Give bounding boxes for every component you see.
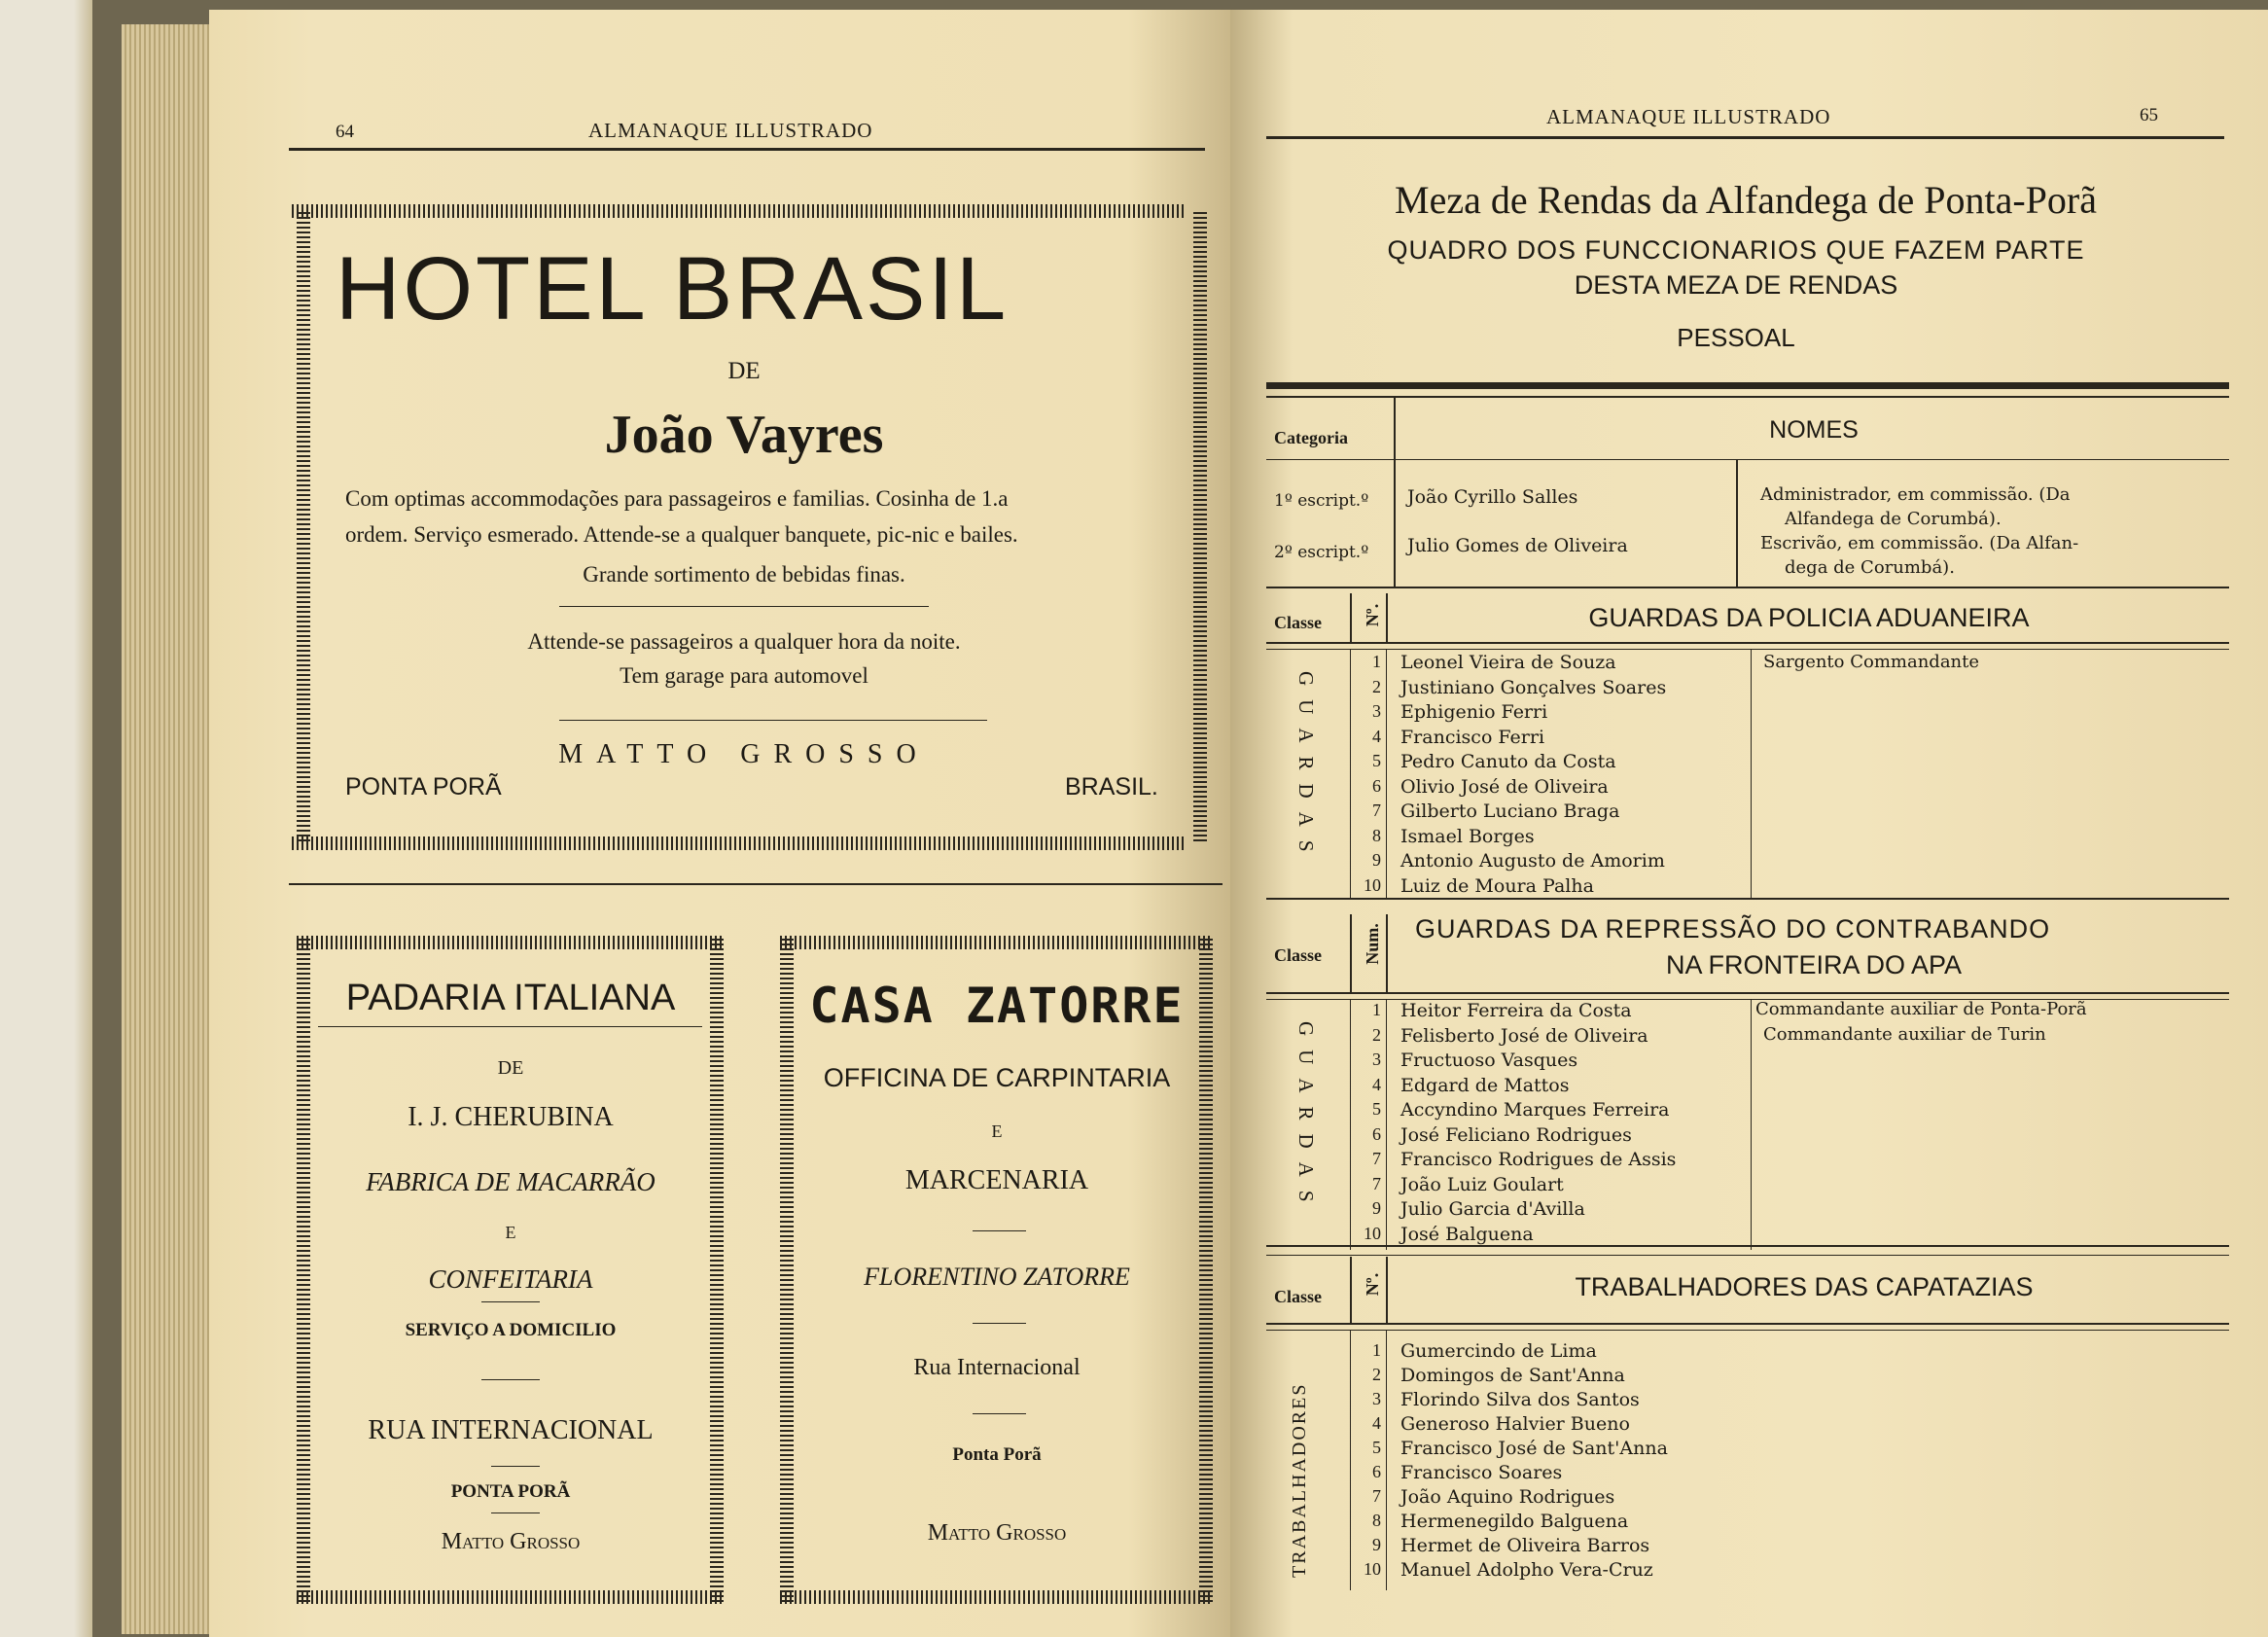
row-number: 2 — [1372, 1024, 1381, 1045]
staff-cat-1: 1º escript.º — [1274, 491, 1369, 511]
zatorre-state: Matto Grosso — [927, 1520, 1067, 1546]
sec3-classe: Classe — [1274, 1287, 1322, 1306]
row-number: 8 — [1372, 825, 1381, 845]
row-number: 10 — [1364, 1223, 1381, 1243]
row-number: 2 — [1372, 1365, 1381, 1384]
row-name: Hermenegildo Balguena — [1400, 1511, 1629, 1532]
row-name: Edgard de Mattos — [1400, 1074, 1570, 1096]
running-title-right: ALMANAQUE ILLUSTRADO — [1546, 105, 1831, 128]
row-name: José Feliciano Rodrigues — [1400, 1123, 1632, 1146]
row-name: Justiniano Gonçalves Soares — [1400, 676, 1667, 698]
row-name: Gilberto Luciano Braga — [1400, 801, 1620, 822]
padaria-line3: SERVIÇO A DOMICILIO — [405, 1320, 617, 1340]
left-page — [209, 10, 1230, 1637]
padaria-street: RUA INTERNACIONAL — [368, 1415, 654, 1445]
row-name: Gumercindo de Lima — [1400, 1340, 1597, 1362]
row-name: Luiz de Moura Palha — [1400, 874, 1594, 897]
staff-cat-2: 2º escript.º — [1274, 543, 1369, 562]
row-name: Francisco Rodrigues de Assis — [1400, 1149, 1677, 1170]
row-name: Felisberto José de Oliveira — [1400, 1024, 1648, 1047]
row-number: 2 — [1372, 676, 1381, 696]
hotel-line5: Tem garage para automovel — [620, 663, 868, 688]
row-number: 9 — [1372, 850, 1381, 870]
staff-name-2: Julio Gomes de Oliveira — [1407, 535, 1628, 556]
zatorre-line1: OFFICINA DE CARPINTARIA — [823, 1063, 1171, 1092]
sec2-title1: GUARDAS DA REPRESSÃO DO CONTRABANDO — [1415, 914, 2051, 943]
padaria-de: DE — [497, 1057, 524, 1079]
row-number: 6 — [1372, 1123, 1381, 1144]
staff-note-1: Administrador, em commissão. (Da — [1760, 484, 2071, 505]
row-name: João Aquino Rodrigues — [1400, 1486, 1615, 1508]
sec2-classe: Classe — [1274, 945, 1322, 965]
row-name: Leonel Vieira de Souza — [1400, 652, 1616, 673]
row-number: 3 — [1372, 1389, 1381, 1408]
row-number: 9 — [1372, 1535, 1381, 1554]
row-name: José Balguena — [1400, 1223, 1534, 1245]
row-name: Ismael Borges — [1400, 825, 1535, 847]
row-number: 7 — [1372, 801, 1381, 820]
row-number: 6 — [1372, 1462, 1381, 1481]
hotel-line1: Com optimas accommodações para passageiros e familias. Cosinha de 1.a — [345, 486, 1009, 511]
row-number: 4 — [1372, 1074, 1381, 1094]
row-number: 10 — [1364, 874, 1381, 895]
row-name: Florindo Silva dos Santos — [1400, 1389, 1640, 1410]
padaria-owner: I. J. CHERUBINA — [408, 1102, 614, 1132]
sec1-side: GUARDAS — [1294, 671, 1318, 866]
hotel-state: MATTO GROSSO — [558, 739, 930, 769]
hotel-title: HOTEL BRASIL — [336, 239, 1010, 338]
row-name: Accyndino Marques Ferreira — [1400, 1099, 1670, 1121]
hotel-country: BRASIL. — [1065, 773, 1158, 801]
table-subtitle3: PESSOAL — [1677, 323, 1795, 352]
row-name: Ephigenio Ferri — [1400, 701, 1548, 723]
sec1-num: Nº. — [1363, 603, 1383, 627]
row-name: Francisco Soares — [1400, 1462, 1563, 1483]
sec2-note1: Commandante auxiliar de Ponta-Porã — [1755, 999, 2087, 1019]
row-number: 1 — [1372, 652, 1381, 671]
hotel-line2: ordem. Serviço esmerado. Attende-se a qualquer banquete, pic-nic e bailes. — [345, 522, 1018, 547]
padaria-title: PADARIA ITALIANA — [345, 978, 676, 1018]
row-number: 4 — [1372, 1413, 1381, 1433]
padaria-line2: CONFEITARIA — [428, 1264, 593, 1294]
staff-note-1b: Alfandega de Corumbá). — [1785, 509, 2002, 529]
row-name: Manuel Adolpho Vera-Cruz — [1400, 1559, 1653, 1581]
row-number: 7 — [1372, 1486, 1381, 1506]
running-title: ALMANAQUE ILLUSTRADO — [588, 119, 873, 142]
sec3-num: Nº. — [1363, 1272, 1383, 1297]
row-name: Hermet de Oliveira Barros — [1400, 1535, 1650, 1556]
padaria-e: E — [505, 1223, 516, 1242]
row-name: Olivio José de Oliveira — [1400, 775, 1609, 798]
header-nomes: NOMES — [1769, 416, 1859, 444]
row-name: Domingos de Sant'Anna — [1400, 1365, 1625, 1386]
sec3-side: TRABALHADORES — [1289, 1382, 1310, 1578]
hotel-line3: Grande sortimento de bebidas finas. — [583, 562, 905, 587]
row-number: 3 — [1372, 701, 1381, 721]
padaria-city: PONTA PORÃ — [450, 1481, 571, 1502]
row-number: 1 — [1372, 1340, 1381, 1360]
row-number: 3 — [1372, 1050, 1381, 1069]
row-number: 1 — [1372, 1000, 1381, 1019]
zatorre-e: E — [991, 1121, 1003, 1141]
padaria-line1: FABRICA DE MACARRÃO — [366, 1167, 656, 1196]
hotel-line4: Attende-se passageiros a qualquer hora da noite. — [527, 629, 961, 654]
sec2-title2: NA FRONTEIRA DO APA — [1665, 950, 1963, 979]
table-subtitle2: DESTA MEZA DE RENDAS — [1574, 270, 1898, 300]
row-name: Francisco José de Sant'Anna — [1400, 1438, 1668, 1459]
page-stack — [122, 24, 214, 1634]
hotel-city: PONTA PORÃ — [345, 773, 502, 801]
row-number: 8 — [1372, 1511, 1381, 1530]
row-name: Julio Garcia d'Avilla — [1400, 1198, 1585, 1220]
sec1-title: GUARDAS DA POLICIA ADUANEIRA — [1588, 603, 2030, 632]
zatorre-owner: FLORENTINO ZATORRE — [864, 1263, 1130, 1291]
book-edge — [0, 0, 92, 1637]
sec2-note2: Commandante auxiliar de Turin — [1763, 1024, 2046, 1045]
table-subtitle1: QUADRO DOS FUNCCIONARIOS QUE FAZEM PARTE — [1387, 235, 2085, 265]
row-name: Generoso Halvier Bueno — [1400, 1413, 1630, 1435]
staff-name-1: João Cyrillo Salles — [1407, 486, 1578, 508]
header-categoria: Categoria — [1274, 428, 1348, 447]
row-number: 4 — [1372, 726, 1381, 746]
row-name: João Luiz Goulart — [1400, 1173, 1564, 1195]
row-number: 7 — [1372, 1173, 1381, 1193]
row-number: 6 — [1372, 775, 1381, 796]
staff-note-2: Escrivão, em commissão. (Da Alfan- — [1760, 533, 2079, 553]
zatorre-line2: MARCENARIA — [904, 1165, 1089, 1195]
sec2-side: GUARDAS — [1294, 1021, 1318, 1216]
padaria-state: Matto Grosso — [441, 1529, 581, 1554]
row-name: Heitor Ferreira da Costa — [1400, 1000, 1632, 1021]
sec3-title: TRABALHADORES DAS CAPATAZIAS — [1575, 1272, 2034, 1301]
row-number: 5 — [1372, 1099, 1381, 1119]
hotel-owner: João Vayres — [604, 405, 884, 465]
zatorre-title: CASA ZATORRE — [809, 978, 1185, 1034]
row-number: 7 — [1372, 1149, 1381, 1168]
row-number: 9 — [1372, 1198, 1381, 1218]
staff-note-2b: dega de Corumbá). — [1785, 557, 1955, 578]
right-page — [1230, 10, 2268, 1637]
row-name: Fructuoso Vasques — [1400, 1050, 1578, 1071]
row-number: 5 — [1372, 1438, 1381, 1457]
row-number: 10 — [1364, 1559, 1381, 1579]
sec1-classe: Classe — [1274, 613, 1322, 632]
row-name: Pedro Canuto da Costa — [1400, 751, 1616, 772]
sec2-num: Num. — [1362, 923, 1382, 965]
hotel-de: DE — [727, 358, 761, 384]
row-number: 5 — [1372, 751, 1381, 770]
table-title: Meza de Rendas da Alfandega de Ponta-Porã — [1395, 178, 2097, 222]
page-number-right: 65 — [2140, 105, 2158, 125]
zatorre-city: Ponta Porã — [952, 1444, 1042, 1465]
sec1-note: Sargento Commandante — [1763, 652, 1980, 672]
row-name: Francisco Ferri — [1400, 726, 1545, 748]
row-name: Antonio Augusto de Amorim — [1400, 850, 1665, 872]
zatorre-street: Rua Internacional — [913, 1355, 1081, 1380]
page-number: 64 — [336, 122, 354, 142]
